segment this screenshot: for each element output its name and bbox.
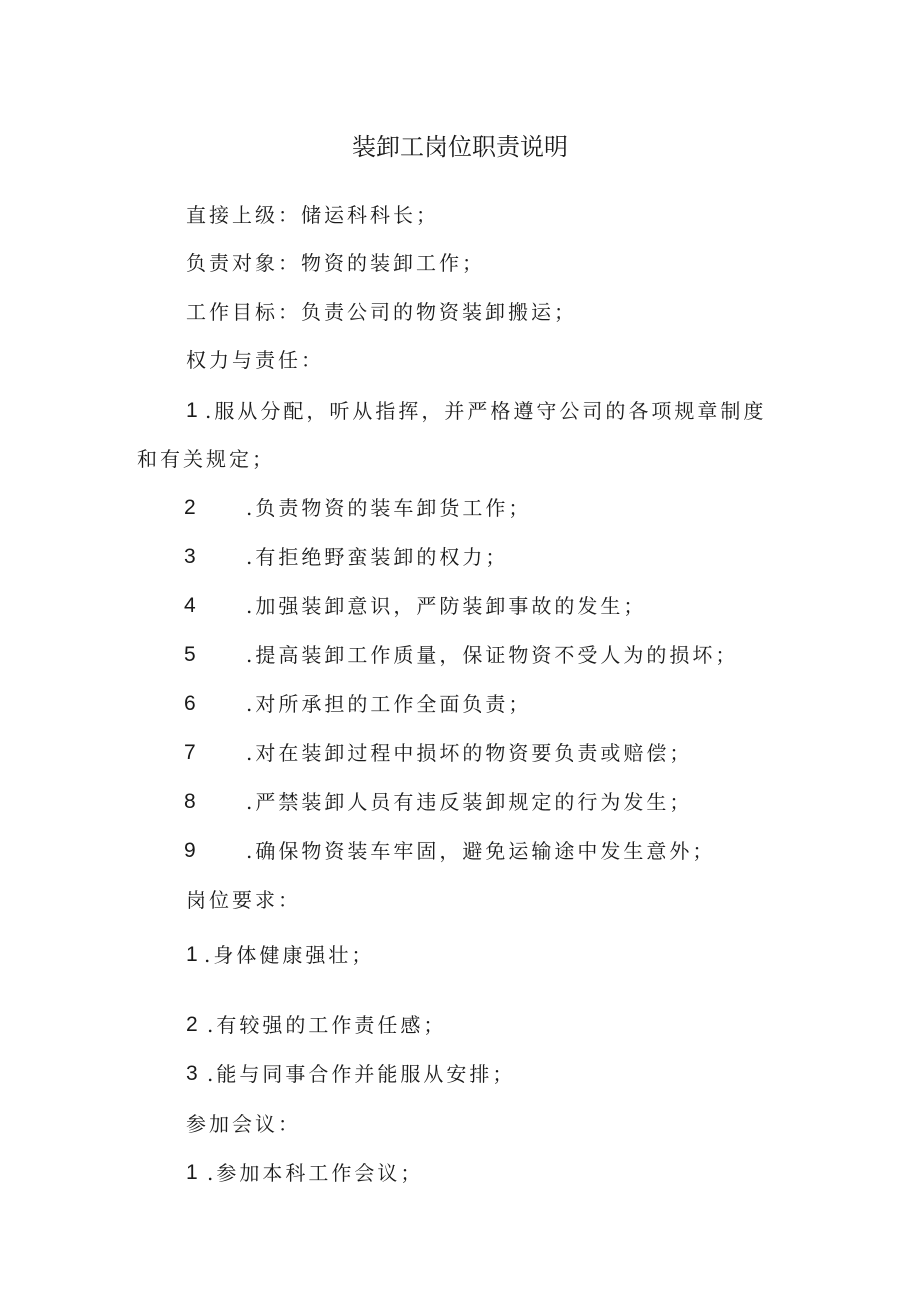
item-number: 5 bbox=[184, 643, 196, 666]
item-text: .有拒绝野蛮装卸的权力； bbox=[246, 545, 509, 569]
item-number: 1 bbox=[186, 1161, 198, 1184]
item-number: 3 bbox=[184, 545, 196, 568]
item-number: 2 bbox=[184, 496, 196, 519]
item-number: 4 bbox=[184, 594, 196, 617]
item-number: 2 bbox=[186, 1013, 198, 1036]
meetings-heading: 参加会议： bbox=[186, 1112, 301, 1136]
item-number: 1 bbox=[186, 399, 198, 422]
item-text: .确保物资装车牢固，避免运输途中发生意外； bbox=[246, 839, 716, 863]
item-text: .对所承担的工作全面负责； bbox=[246, 692, 532, 716]
item-text: .服从分配，听从指挥，并严格遵守公司的各项规章制度 bbox=[205, 399, 767, 423]
item-text: .加强装卸意识，严防装卸事故的发生； bbox=[246, 594, 647, 618]
item-number: 6 bbox=[184, 692, 196, 715]
item-text: .对在装卸过程中损坏的物资要负责或赔偿； bbox=[246, 741, 693, 765]
item-text: .有较强的工作责任感； bbox=[207, 1013, 447, 1037]
item-number: 3 bbox=[186, 1062, 198, 1085]
goal-line: 工作目标：负责公司的物资装卸搬运； bbox=[186, 300, 577, 324]
superior-line: 直接上级：储运科科长； bbox=[186, 203, 439, 227]
item-text: .参加本科工作会议； bbox=[207, 1161, 424, 1185]
item-text-continued: 和有关规定； bbox=[137, 447, 275, 471]
document-title: 装卸工岗位职责说明 bbox=[352, 133, 568, 161]
item-text: .身体健康强壮； bbox=[204, 943, 375, 967]
item-number: 8 bbox=[184, 790, 196, 813]
item-number: 7 bbox=[184, 741, 196, 764]
item-text: .严禁装卸人员有违反装卸规定的行为发生； bbox=[246, 790, 693, 814]
item-text: .能与同事合作并能服从安排； bbox=[207, 1062, 516, 1086]
object-line: 负责对象：物资的装卸工作； bbox=[186, 251, 485, 275]
item-number: 1 bbox=[186, 943, 198, 966]
item-text: .负责物资的装车卸货工作； bbox=[246, 496, 532, 520]
item-number: 9 bbox=[184, 839, 196, 862]
item-text: .提高装卸工作质量，保证物资不受人为的损坏； bbox=[246, 643, 739, 667]
requirements-heading: 岗位要求： bbox=[186, 888, 301, 912]
rights-heading: 权力与责任： bbox=[186, 348, 324, 372]
